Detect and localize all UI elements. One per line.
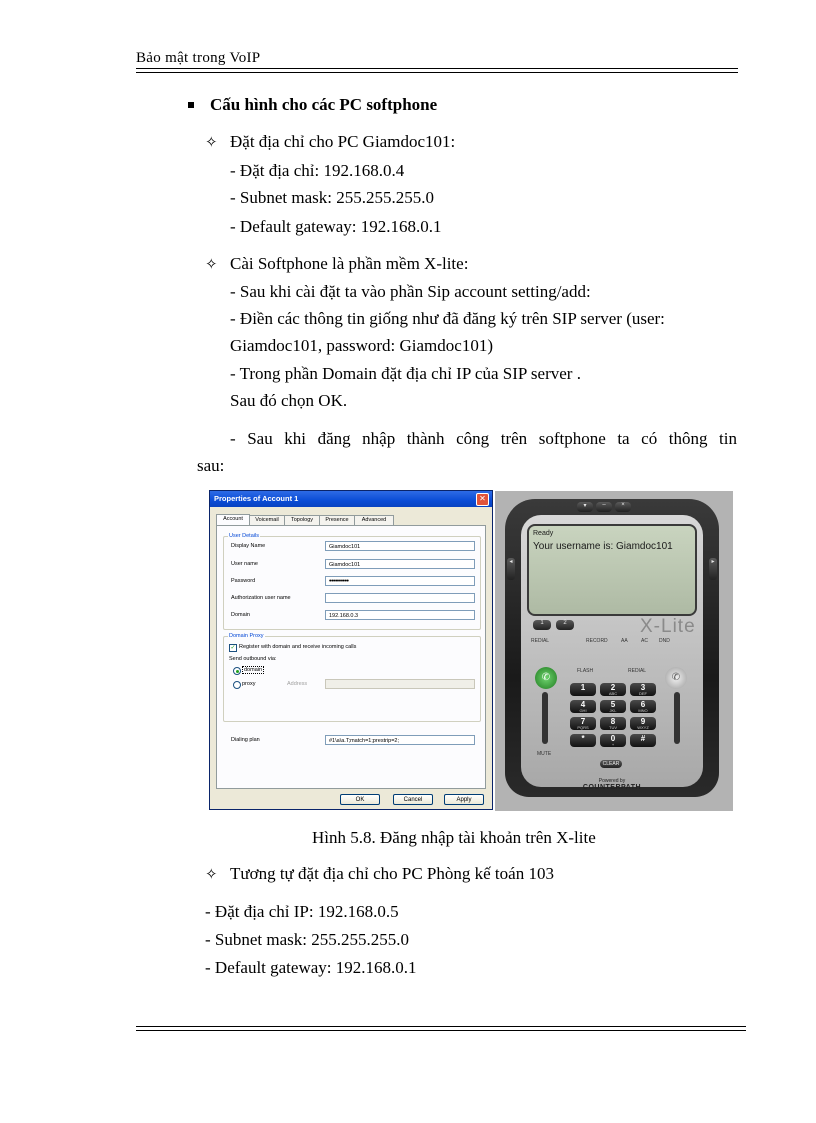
item3-title: Tương tự đặt địa chỉ cho PC Phòng kế toán 103 [230, 864, 554, 883]
radio-domain-label: domain [244, 667, 263, 673]
clear-button[interactable]: CLEAR [600, 760, 622, 768]
keypad-digit: 8 [610, 717, 616, 726]
dialing-plan-field[interactable]: #1\a\a.T;match=1;prestrip=2; [325, 735, 475, 745]
keypad-digit: 5 [610, 700, 616, 709]
user-name-field[interactable]: Giamdoc101 [325, 559, 475, 569]
line2-button[interactable]: 2 [556, 620, 574, 630]
item1-title: Đặt địa chỉ cho PC Giamdoc101: [230, 132, 456, 151]
item2-line: - Sau khi cài đặt ta vào phần Sip account setting/add: [230, 282, 591, 301]
page-header-title: Bảo mật trong VoIP [136, 50, 261, 66]
keypad-letters: MNO [638, 708, 648, 713]
send-outbound-label: Send outbound via: [229, 656, 277, 662]
keypad-digit: 9 [640, 717, 646, 726]
item3-line: - Đặt địa chỉ IP: 192.168.0.5 [205, 902, 399, 921]
keypad-key[interactable] [570, 717, 596, 730]
item1-line: - Đặt địa chỉ: 192.168.0.4 [230, 161, 405, 180]
keypad-letters: + [611, 742, 615, 747]
domain-label: Domain [231, 612, 250, 618]
ok-button[interactable]: OK [340, 794, 380, 805]
keypad-digit: 3 [640, 683, 646, 692]
user-details-label: User Details [229, 533, 259, 539]
radio-proxy-label: proxy [242, 681, 256, 687]
account-tab-panel [216, 525, 486, 789]
keypad-digit: 0 [610, 734, 616, 743]
keypad-letters: WXYZ [637, 725, 649, 730]
counterpath-logo [580, 778, 644, 791]
function-label: RECORD [586, 638, 608, 644]
diamond-bullet-icon: ✧ [205, 867, 218, 883]
keypad-digit: 1 [580, 683, 586, 692]
figure-caption: Hình 5.8. Đăng nhập tài khoản trên X-lite [312, 828, 596, 847]
square-bullet-icon [188, 102, 194, 108]
keypad-letters: JKL [609, 708, 617, 713]
keypad-key[interactable] [600, 734, 626, 747]
tab-account[interactable]: Account [216, 514, 250, 526]
keypad-digit: 4 [580, 700, 586, 709]
keypad-digit: # [640, 734, 646, 743]
function-label: AC [641, 638, 648, 644]
speaker-level-meter[interactable] [674, 692, 680, 744]
authorization-user-field[interactable] [325, 593, 475, 603]
mute-label[interactable]: MUTE [537, 751, 552, 757]
domain-proxy-label: Domain Proxy [229, 633, 264, 639]
display-message: Your username is: Giamdoc101 [533, 541, 673, 552]
tab-advanced[interactable]: Advanced [354, 515, 394, 525]
item2-title: Cài Softphone là phần mềm X-lite: [230, 254, 469, 273]
keypad-digit: 6 [640, 700, 646, 709]
powered-by-text: Powered by [598, 778, 626, 784]
close-icon[interactable]: × [615, 502, 631, 512]
display-status: Ready [533, 530, 554, 537]
diamond-bullet-icon: ✧ [205, 135, 218, 151]
minimize-icon[interactable]: – [596, 502, 612, 512]
call-icon[interactable]: ✆ [535, 667, 557, 689]
keypad-letters: GHI [579, 708, 587, 713]
tab-presence[interactable]: Presence [319, 515, 355, 525]
keypad-digit: 7 [580, 717, 586, 726]
keypad-letters: PQRS [577, 725, 589, 730]
password-field[interactable]: •••••••••• [325, 576, 475, 586]
tab-voicemail[interactable]: Voicemail [249, 515, 285, 525]
address-field [325, 679, 475, 689]
item1-line: - Default gateway: 192.168.0.1 [230, 217, 442, 236]
footer-rule-top [136, 1026, 746, 1027]
address-label: Address [287, 681, 308, 687]
item2-paragraph-line2: sau: [197, 456, 225, 475]
dialing-plan-label: Dialing plan [231, 737, 260, 743]
dialog-title: Properties of Account 1 [214, 494, 299, 503]
header-rule-bottom [136, 72, 738, 73]
left-arrow-icon[interactable]: ◂ [507, 558, 515, 580]
keypad-digit: 2 [610, 683, 616, 692]
brand-text: COUNTERPATH [582, 784, 642, 791]
item3-line: - Default gateway: 192.168.0.1 [205, 958, 417, 977]
footer-rule-bottom [136, 1030, 746, 1031]
keypad-key[interactable] [600, 717, 626, 730]
register-checkbox[interactable]: ✓ [230, 645, 236, 651]
keypad-key[interactable] [600, 683, 626, 696]
close-icon[interactable]: ✕ [476, 493, 489, 506]
keypad-key[interactable] [630, 717, 656, 730]
radio-proxy[interactable] [233, 681, 241, 689]
hangup-icon[interactable]: ✆ [665, 667, 687, 689]
function-label: DND [659, 638, 670, 644]
dialog-titlebar [210, 491, 492, 507]
account-properties-dialog [210, 491, 492, 809]
keypad-key[interactable] [570, 683, 596, 696]
keypad-key[interactable] [630, 700, 656, 713]
item2-line: - Trong phần Domain đặt địa chỉ IP của SIP server . [230, 364, 581, 383]
radio-domain[interactable] [233, 667, 241, 675]
user-name-label: User name [231, 561, 258, 567]
mic-level-meter[interactable] [542, 692, 548, 744]
flash-label[interactable]: FLASH [577, 668, 594, 674]
domain-field[interactable]: 192.168.0.3 [325, 610, 475, 620]
function-label: REDIAL [531, 638, 550, 644]
header-rule-top [136, 68, 738, 69]
keypad-letters: TUV [609, 725, 617, 730]
keypad-key[interactable] [600, 700, 626, 713]
item2-line: Giamdoc101, password: Giamdoc101) [230, 336, 493, 355]
right-arrow-icon[interactable]: ▸ [709, 558, 717, 580]
display-name-label: Display Name [231, 543, 266, 549]
item2-line: Sau đó chọn OK. [230, 391, 348, 410]
keypad-key[interactable] [630, 734, 656, 747]
register-label: Register with domain and receive incoming calls [239, 644, 357, 650]
keypad-key[interactable] [570, 700, 596, 713]
menu-icon[interactable]: ▾ [577, 502, 593, 512]
authorization-user-label: Authorization user name [231, 595, 291, 601]
password-label: Password [231, 578, 256, 584]
diamond-bullet-icon: ✧ [205, 257, 218, 273]
keypad-key[interactable] [570, 734, 596, 747]
softphone-display [527, 524, 697, 616]
display-name-field[interactable]: Giamdoc101 [325, 541, 475, 551]
tab-topology[interactable]: Topology [284, 515, 320, 525]
redial-label[interactable]: REDIAL [628, 668, 647, 674]
item2-paragraph-line1: - Sau khi đăng nhập thành công trên softphone ta có thông tin [230, 429, 737, 448]
xlite-logo: X-Lite [640, 616, 696, 637]
keypad-key[interactable] [630, 683, 656, 696]
section-heading: Cấu hình cho các PC softphone [210, 95, 438, 114]
keypad-digit: * [581, 734, 585, 743]
apply-button[interactable]: Apply [444, 794, 484, 805]
function-label: AA [621, 638, 628, 644]
keypad-letters: DEF [639, 691, 647, 696]
keypad-letters: ABC [608, 691, 618, 696]
item2-line: - Điền các thông tin giống như đã đăng ký trên SIP server (user: [230, 309, 665, 328]
cancel-button[interactable]: Cancel [393, 794, 433, 805]
item1-line: - Subnet mask: 255.255.255.0 [230, 188, 434, 207]
line1-button[interactable]: 1 [533, 620, 551, 630]
item3-line: - Subnet mask: 255.255.255.0 [205, 930, 409, 949]
